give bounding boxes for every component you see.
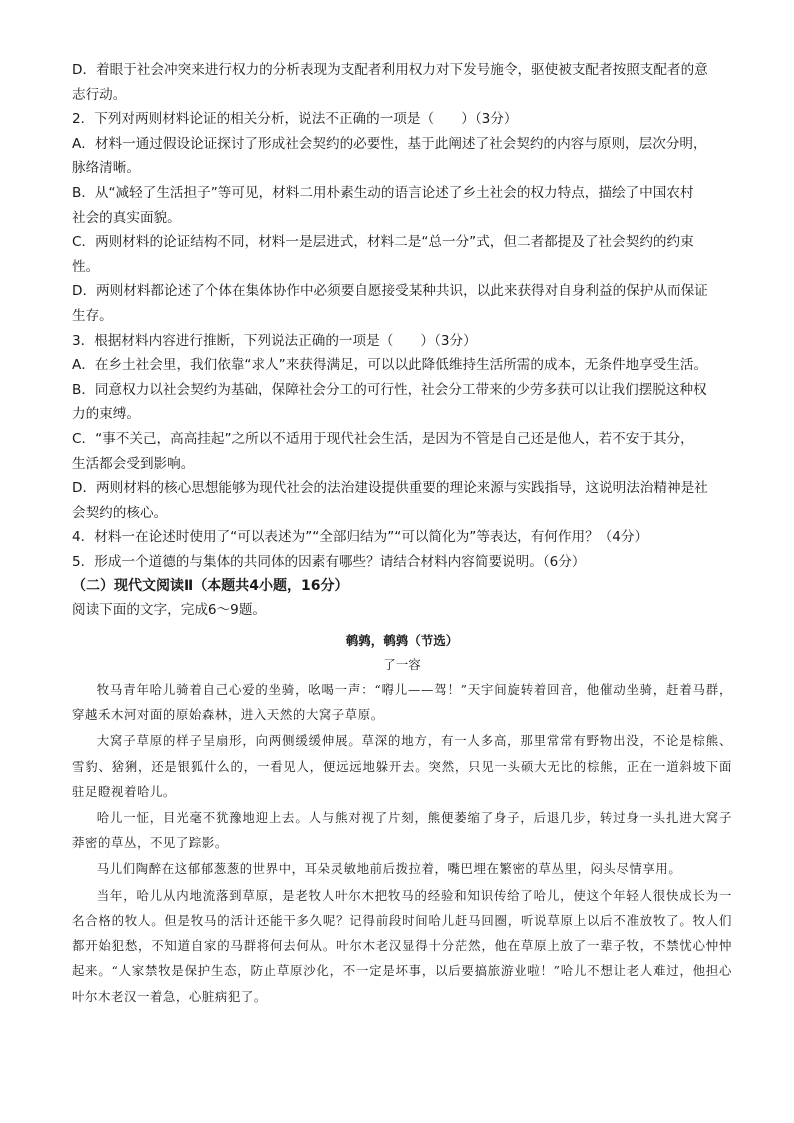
text-line: 力的束缚。 — [72, 406, 140, 423]
question-2-stem: 2．下列对两则材料论证的相关分析，说法不正确的一项是（ ）（3分） — [72, 111, 518, 128]
text-line: 生存。 — [72, 307, 113, 324]
reading-instruction: 阅读下面的文字，完成6～9题。 — [72, 602, 267, 619]
text-line: 性。 — [72, 258, 100, 275]
story-body — [72, 677, 732, 1009]
story-paragraph: 当年，哈儿从内地流落到草原，是老牧人叶尔木把牧马的经验和知识传给了哈儿，使这个年轻人很快成长为一名合格的牧人。但是牧马的活计还能干多久呢？记得前段时间哈儿赶马回圈，听说草原上以后不准放牧了。牧人们都开始犯愁，不知道自家的马群将何去何从。叶尔木老汉显得十分茫然，他在草原上放了一辈子牧，不禁忧心忡忡起来。“人家禁牧是保护生态，防止草原沙化，不一定是坏事，以后要搞旅游业啦！”哈儿不想让老人难过，他担心叶尔木老汉一着急，心脏病犯了。 — [72, 887, 732, 1004]
story-paragraph: 牧马青年哈儿骑着自己心爱的坐骑，吆喝一声：“嘚儿——驾！”天宇间旋转着回音，他催动坐骑，赶着马群，穿越禾木河对面的原始森林，进入天然的大窝子草原。 — [72, 682, 732, 723]
text-line: B．同意权力以社会契约为基础，保障社会分工的可行性，社会分工带来的少劳多获可以让我们摆脱这种权 — [72, 381, 707, 398]
text-line: 社会的真实面貌。 — [72, 209, 181, 226]
text-line: C．两则材料的论证结构不同，材料一是层进式，材料二是“总一分”式，但二者都提及了社会契约的约束 — [72, 234, 694, 251]
text-line: 生活都会受到影响。 — [72, 455, 195, 472]
text-line: B．从“减轻了生活担子”等可见，材料二用朴素生动的语言论述了乡土社会的权力特点，描绘了中国农村 — [72, 184, 694, 201]
question-3-stem: 3．根据材料内容进行推断，下列说法正确的一项是（ ）（3分） — [72, 332, 477, 349]
text-line: 脉络清晰。 — [72, 160, 140, 177]
text-line: D．两则材料的核心思想能够为现代社会的法治建设提供重要的理论来源与实践指导，这说明法治精神是社 — [72, 480, 708, 497]
story-paragraph: 大窝子草原的样子呈扇形，向两侧缓缓伸展。草深的地方，有一人多高，那里常常有野物出没，不论是棕熊、雪豹、猞猁，还是银狐什么的，一看见人，便远远地躲开去。突然，只见一头硕大无比的棕熊，正在一道斜坡下面驻足瞪视着哈儿。 — [72, 733, 732, 799]
question-5: 5．形成一个道德的与集体的共同体的因素有哪些？请结合材料内容简要说明。（6分） — [72, 553, 586, 570]
text-line: D．着眼于社会冲突来进行权力的分析表现为支配者利用权力对下发号施令，驱使被支配者按照支配者的意 — [72, 62, 708, 78]
story-paragraph: 马儿们陶醉在这郁郁葱葱的世界中，耳朵灵敏地前后拨拉着，嘴巴埋在繁密的草丛里，闷头尽情享用。 — [96, 861, 682, 877]
text-line: 会契约的核心。 — [72, 504, 168, 521]
document-page — [72, 58, 732, 1010]
story-paragraph: 哈儿一怔，目光毫不犹豫地迎上去。人与熊对视了片刻，熊便萎缩了身子，后退几步，转过身一头扎进大窝子莽密的草丛，不见了踪影。 — [72, 810, 732, 851]
story-title: 鹌鹑，鹌鹑（节选） — [345, 633, 459, 649]
question-4: 4．材料一在论述时使用了“可以表述为”“全部归结为”“可以简化为”等表达，有何作用？（4分） — [72, 529, 649, 546]
text-line: C．“事不关己，高高挂起”之所以不适用于现代社会生活，是因为不管是自己还是他人，若不安于其分， — [72, 430, 694, 447]
text-line: D．两则材料都论述了个体在集体协作中必须要自愿接受某种共识，以此来获得对自身利益的保护从而保证 — [72, 283, 708, 300]
text-line: A．在乡土社会里，我们依靠“求人”来获得满足，可以以此降低维持生活所需的成本，无条件地享受生活。 — [72, 357, 708, 374]
text-line: 志行动。 — [72, 86, 127, 103]
question-lines — [72, 58, 732, 574]
section-heading: （二）现代文阅读Ⅱ（本题共4小题，16分） — [72, 578, 349, 595]
text-line: A．材料一通过假设论证探讨了形成社会契约的必要性，基于此阐述了社会契约的内容与原则，层次分明， — [72, 135, 707, 152]
story-author: 了一容 — [383, 657, 421, 673]
